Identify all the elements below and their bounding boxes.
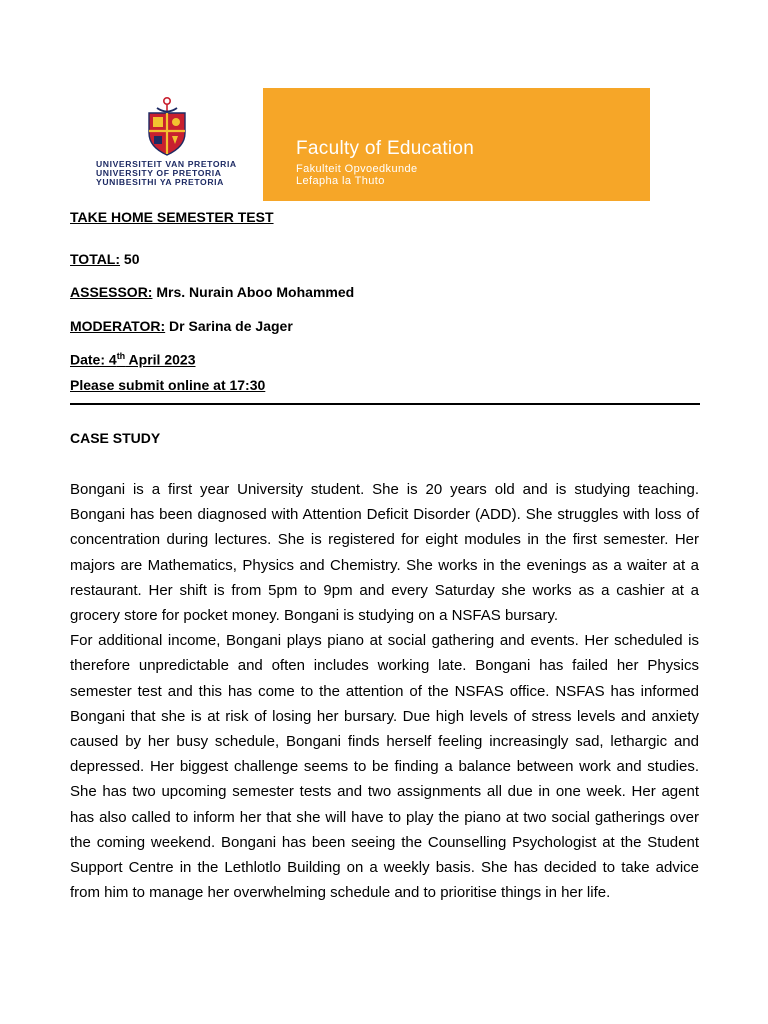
assessor-value: Mrs. Nurain Aboo Mohammed: [156, 284, 355, 300]
total-label: TOTAL:: [70, 251, 121, 267]
faculty-banner: [69, 88, 650, 201]
faculty-subtitle-sepedi: Lefapha la Thuto: [296, 175, 385, 187]
case-paragraph-1: Bongani is a first year University student. She is 20 years old and is studying teaching. Bongani has been diagnosed with Attention Deficit Disorder (ADD). She struggles with loss of concentration during lectures. She is registered for eight modules in the first semester. Her majors are Mathematics, Physics and Chemistry. She works in the evenings as a waiter at a restaurant. Her shift is from 5pm to 9pm and every Saturday she works as a cashier at a grocery store for pocket money. Bongani is studying on a NSFAS bursary.: [70, 481, 699, 625]
university-name-english: UNIVERSITY OF PRETORIA: [96, 167, 222, 178]
case-study-body: [70, 477, 699, 905]
test-title: TAKE HOME SEMESTER TEST: [70, 209, 274, 225]
assessor-line: [70, 284, 354, 300]
faculty-subtitles: [296, 163, 418, 187]
assessor-label: ASSESSOR:: [70, 284, 153, 300]
faculty-subtitle-afrikaans: Fakulteit Opvoedkunde: [296, 163, 418, 175]
date-ordinal: th: [116, 351, 126, 361]
moderator-label: MODERATOR:: [70, 318, 166, 334]
submit-instruction: Please submit online at 17:30: [70, 377, 266, 393]
university-crest-icon: [143, 95, 191, 157]
university-name-sepedi: YUNIBESITHI YA PRETORIA: [96, 176, 224, 187]
case-paragraph-2: For additional income, Bongani plays piano at social gathering and events. Her scheduled is therefore unpredictable and often includes working late. Bongani has failed her Physics semester test and this has come to the attention of the NSFAS office. NSFAS has informed Bongani that she is at risk of losing her bursary. Due high levels of stress levels and anxiety caused by her busy schedule, Bongani finds herself feeling increasingly sad, lethargic and depressed. Her biggest challenge seems to be finding a balance between work and studies. She has two upcoming semester tests and two assignments all due in one week. Her agent has also called to inform her that she will have to play the piano at two social gatherings over the coming weekend. Bongani has been seeing the Counselling Psychologist at the Student Support Centre in the Lethlotlo Building on a weekly basis. She has decided to take advice from him to manage her overwhelming schedule and to prioritise things in her life.: [70, 632, 699, 902]
date-rest: April 2023: [125, 351, 196, 368]
divider-line: [70, 403, 700, 405]
university-name-afrikaans: UNIVERSITEIT VAN PRETORIA: [96, 159, 237, 169]
total-line: [70, 251, 140, 267]
moderator-line: [70, 318, 293, 334]
university-logo: [69, 88, 263, 201]
university-name: [96, 160, 266, 186]
faculty-title: Faculty of Education: [296, 138, 475, 159]
date-label: Date: 4: [70, 351, 117, 368]
moderator-value: Dr Sarina de Jager: [169, 318, 293, 334]
date-line: [70, 351, 195, 368]
total-value: 50: [123, 251, 140, 267]
case-study-heading: CASE STUDY: [70, 430, 161, 446]
